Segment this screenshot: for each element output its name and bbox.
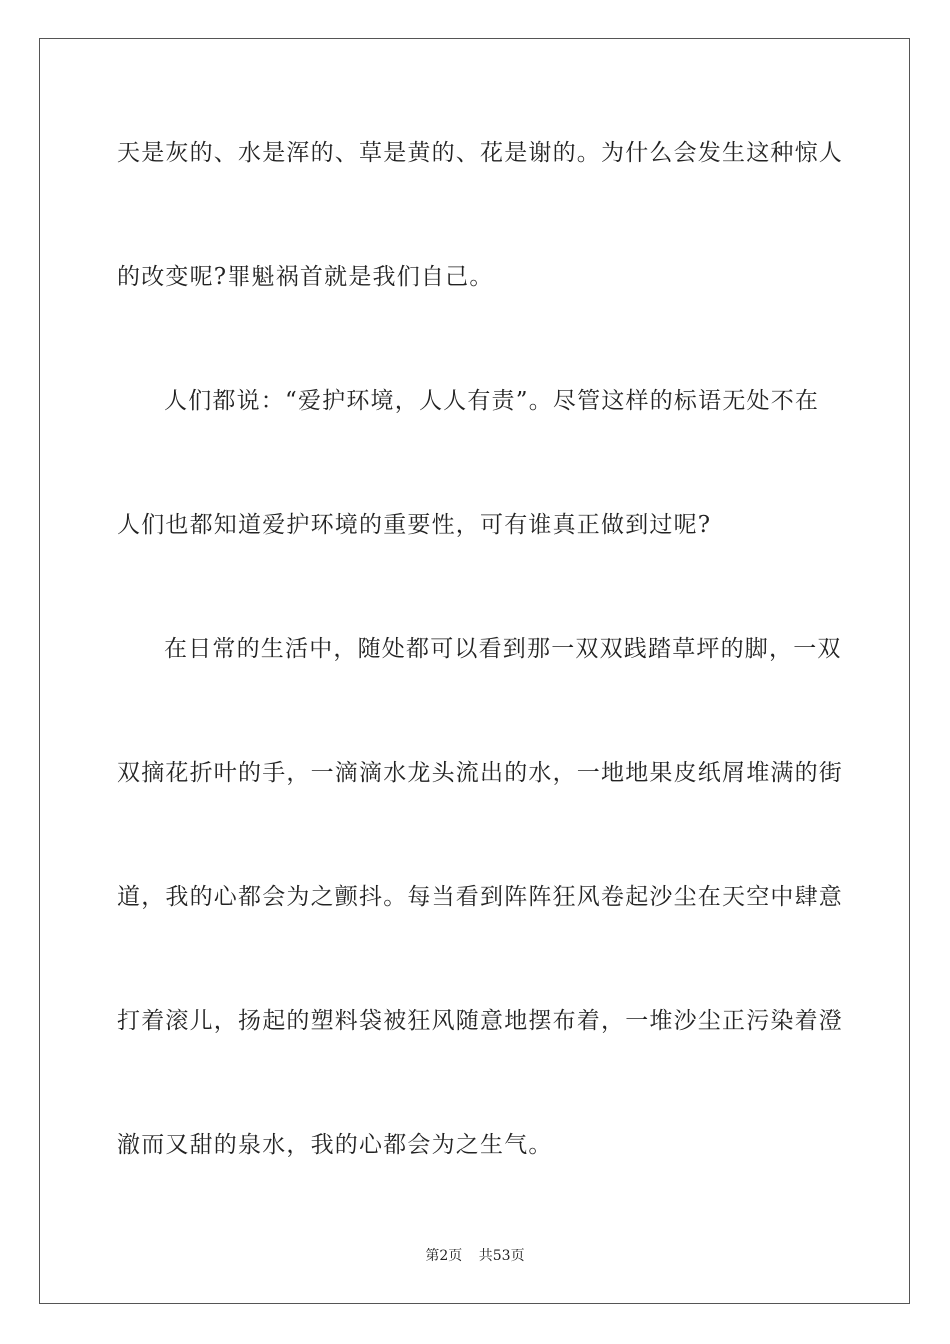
paragraph-3-line-2: 双摘花折叶的手，一滴滴水龙头流出的水，一地地果皮纸屑堆满的街 <box>117 760 843 786</box>
paragraph-3-line-1: 在日常的生活中，随处都可以看到那一双双践踏草坪的脚，一双 <box>164 636 842 662</box>
paragraph-2-line-1: 人们都说：“爱护环境，人人有责”。尽管这样的标语无处不在 <box>164 388 820 414</box>
paragraph-3-line-5: 澈而又甜的泉水，我的心都会为之生气。 <box>117 1132 553 1158</box>
paragraph-3-line-4: 打着滚儿，扬起的塑料袋被狂风随意地摆布着，一堆沙尘正污染着澄 <box>117 1008 843 1034</box>
page-footer <box>0 1247 950 1265</box>
paragraph-3-line-3: 道，我的心都会为之颤抖。每当看到阵阵狂风卷起沙尘在天空中肆意 <box>117 884 843 910</box>
page-number: 第2页 <box>425 1248 463 1264</box>
paragraph-1-line-2: 的改变呢?罪魁祸首就是我们自己。 <box>117 264 494 290</box>
page-total: 共53页 <box>478 1248 525 1264</box>
paragraph-1-line-1: 天是灰的、水是浑的、草是黄的、花是谢的。为什么会发生这种惊人 <box>117 140 843 166</box>
paragraph-2-line-2: 人们也都知道爱护环境的重要性，可有谁真正做到过呢? <box>117 512 712 538</box>
page-border <box>39 38 910 1304</box>
